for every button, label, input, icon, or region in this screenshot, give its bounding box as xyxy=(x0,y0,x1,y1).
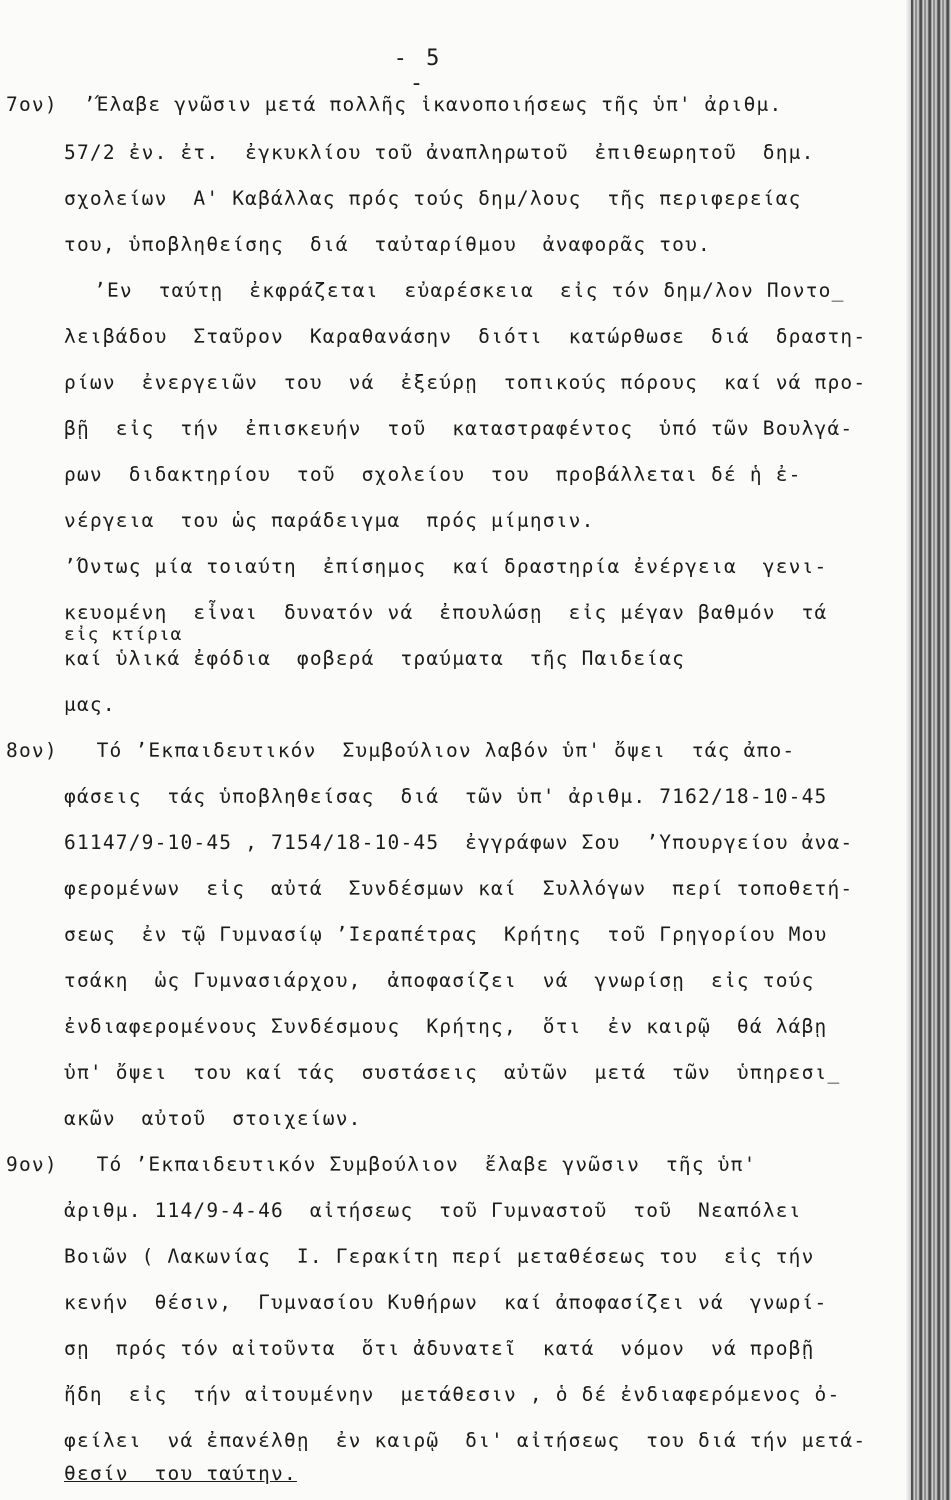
text-line: μας. xyxy=(64,693,116,716)
text-line: ὑπ' ὄψει του καί τάς συστάσεις αὐτῶν μετά τῶν ὑπηρεσι_ xyxy=(64,1061,841,1084)
text-line: καί ὑλικά ἐφόδια φοβερά τραύματα τῆς Παιδείας xyxy=(64,647,686,670)
text-line: ἀριθμ. 114/9-4-46 αἰτήσεως τοῦ Γυμναστοῦ τοῦ Νεαπόλει xyxy=(64,1199,802,1222)
text-line: ʼΕν ταύτῃ ἐκφράζεται εὐαρέσκεια εἰς τόν δημ/λον Ποντο_ xyxy=(94,279,845,302)
text-line: σῃ πρός τόν αἰτοῦντα ὅτι ἀδυνατεῖ κατά νόμον νά προβῇ xyxy=(64,1337,815,1360)
text-line: κευομένη εἶναι δυνατόν νά ἐπουλώσῃ εἰς μέγαν βαθμόν τά xyxy=(64,601,828,624)
text-line: λειβάδου Σταῦρον Καραθανάσην διότι κατώρθωσε διά δραστη- xyxy=(64,325,867,348)
text-line: σεως ἐν τῷ Γυμνασίῳ ʼΙεραπέτρας Κρήτης τοῦ Γρηγορίου Μου xyxy=(64,923,828,946)
text-line: φείλει νά ἐπανέλθῃ ἐν καιρῷ δι' αἰτήσεως του διά τήν μετά- xyxy=(64,1429,867,1452)
text-line: 57/2 ἐν. ἐτ. ἐγκυκλίου τοῦ ἀναπληρωτοῦ ἐπιθεωρητοῦ δημ. xyxy=(64,141,815,164)
text-line: νέργεια του ὡς παράδειγμα πρός μίμησιν. xyxy=(64,509,595,532)
text-line: βῇ εἰς τήν ἐπισκευήν τοῦ καταστραφέντος ὑπό τῶν Βουλγά- xyxy=(64,417,854,440)
text-line: ακῶν αὐτοῦ στοιχείων. xyxy=(64,1107,362,1130)
text-line-insertion: εἰς κτίρια xyxy=(64,624,183,645)
text-line: κενήν θέσιν, Γυμνασίου Κυθήρων καί ἀποφασίζει νά γνωρί- xyxy=(64,1291,828,1314)
text-line: φερομένων εἰς αὐτά Συνδέσμων καί Συλλόγων περί τοποθετή- xyxy=(64,877,854,900)
text-line: σχολείων Α' Καβάλλας πρός τούς δημ/λους τῆς περιφερείας xyxy=(64,187,802,210)
text-line: τσάκη ὡς Γυμνασιάρχου, ἀποφασίζει νά γνωρίσῃ εἰς τούς xyxy=(64,969,815,992)
text-line: ἤδη εἰς τήν αἰτουμένην μετάθεσιν , ὁ δέ ἐνδιαφερόμενος ὀ- xyxy=(64,1383,841,1406)
text-line: 9ον) Τό ʼΕκπαιδευτικόν Συμβούλιον ἔλαβε γνῶσιν τῆς ὑπ' xyxy=(6,1153,757,1176)
text-line: ρίων ἐνεργειῶν του νά ἐξεύρῃ τοπικούς πόρους καί νά προ- xyxy=(64,371,867,394)
book-binding xyxy=(911,0,951,1500)
text-line: 61147/9-10-45 , 7154/18-10-45 ἐγγράφων Σου ʼΥπουργείου ἀνα- xyxy=(64,831,854,854)
text-line-last: θεσίν του ταύτην. xyxy=(64,1462,297,1485)
page-number: - 5 - xyxy=(393,46,443,96)
text-line: 8ον) Τό ʼΕκπαιδευτικόν Συμβούλιον λαβόν ὑπ' ὄψει τάς ἀπο- xyxy=(6,739,796,762)
text-line: του, ὑποβληθείσης διά ταὐταρίθμου ἀναφορᾶς του. xyxy=(64,233,711,256)
text-line: ἐνδιαφερομένους Συνδέσμους Κρήτης, ὅτι ἐν καιρῷ θά λάβῃ xyxy=(64,1015,828,1038)
text-line: Βοιῶν ( Λακωνίας Ι. Γερακίτη περί μεταθέσεως του εἰς τήν xyxy=(64,1245,815,1268)
text-line: ʼΌντως μία τοιαύτη ἐπίσημος καί δραστηρία ἐνέργεια γενι- xyxy=(64,555,828,578)
text-line: ρων διδακτηρίου τοῦ σχολείου του προβάλλεται δέ ἡ ἐ- xyxy=(64,463,802,486)
text-line: φάσεις τάς ὑποβληθείσας διά τῶν ὑπ' ἀριθμ. 7162/18-10-45 xyxy=(64,785,828,808)
text-line: 7ον) ʼΈλαβε γνῶσιν μετά πολλῆς ἱκανοποιήσεως τῆς ὑπ' ἀριθμ. xyxy=(6,93,783,116)
